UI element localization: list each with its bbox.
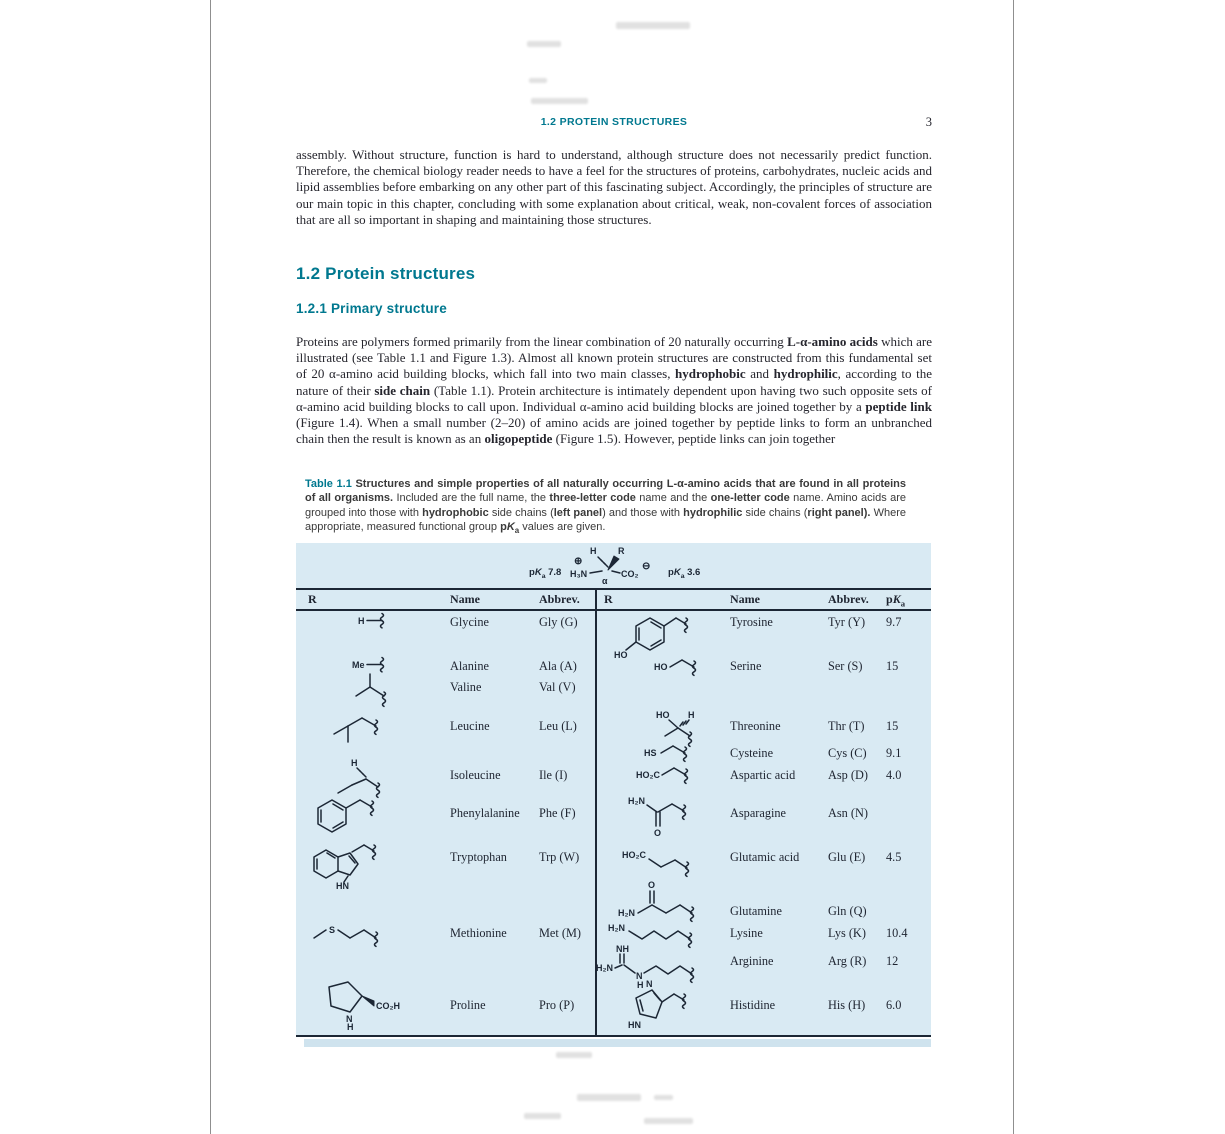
tryptophan-structure <box>302 832 432 896</box>
svg-text:N: N <box>346 1014 353 1024</box>
svg-text:Me: Me <box>352 660 365 670</box>
amino-abbrev: Leu (L) <box>539 719 577 733</box>
paragraph-primary-structure: Proteins are polymers formed primarily from the linear combination of 20 naturally occurring L-α-amino acids which are illustrated (see Table 1.1 and Figure 1.3). Almost all known protein structures are constructed from this fundamental set of 20 α-amino acid building blocks, which fall into two main classes, hydrophobic and hydrophilic, according to the nature of their side chain (Table 1.1). Protein architecture is intimately dependent upon having two such opposite sets of α-amino acid building blocks to call upon. Individual α-amino acid building blocks are joined together by a peptide link (Figure 1.4). When a small number (2–20) of amino acids are joined together by peptide links to form an unbranched chain then the result is known as an oligopeptide (Figure 1.5). However, peptide links can join together <box>296 334 932 447</box>
amino-abbrev: Thr (T) <box>828 719 865 733</box>
amino-abbrev: Asp (D) <box>828 768 868 782</box>
svg-text:HO: HO <box>654 662 668 672</box>
amino-abbrev: Ser (S) <box>828 659 863 673</box>
amino-abbrev: Lys (K) <box>828 926 866 940</box>
amino-name: Glycine <box>450 615 489 629</box>
svg-text:NH: NH <box>616 944 629 954</box>
amino-name: Lysine <box>730 926 763 940</box>
svg-text:HO: HO <box>614 650 628 660</box>
svg-text:O: O <box>654 828 662 838</box>
running-header <box>296 116 932 132</box>
svg-text:H: H <box>358 616 365 626</box>
header-r-left: R <box>308 592 317 606</box>
svg-text:H₂N: H₂N <box>628 796 645 806</box>
asparagine-structure <box>626 790 730 840</box>
amino-name: Threonine <box>730 719 781 733</box>
ghost-text-smudge <box>524 1113 561 1119</box>
proline-structure <box>314 974 434 1030</box>
svg-text:H₂N: H₂N <box>608 923 625 933</box>
ghost-text-smudge <box>529 78 547 83</box>
amino-pka: 6.0 <box>886 998 902 1012</box>
amino-abbrev: Glu (E) <box>828 850 866 864</box>
amino-pka: 15 <box>886 719 899 733</box>
svg-text:HS: HS <box>644 748 657 758</box>
svg-text:H: H <box>637 980 644 990</box>
header-name-right: Name <box>730 592 760 606</box>
amino-name: Aspartic acid <box>730 768 796 782</box>
svg-text:H: H <box>351 758 358 768</box>
amino-name: Glutamic acid <box>730 850 800 864</box>
amino-pka: 12 <box>886 954 899 968</box>
amino-name: Glutamine <box>730 904 782 918</box>
amino-name: Isoleucine <box>450 768 501 782</box>
leucine-structure <box>330 704 410 752</box>
amino-pka: 9.7 <box>886 615 902 629</box>
amino-abbrev: Ala (A) <box>539 659 577 673</box>
amino-name: Serine <box>730 659 762 673</box>
amino-name: Proline <box>450 998 486 1012</box>
svg-text:HO₂C: HO₂C <box>622 850 646 860</box>
svg-text:N: N <box>636 971 643 981</box>
svg-text:CO₂: CO₂ <box>621 569 639 579</box>
amino-name: Valine <box>450 680 482 694</box>
table-bottom-rule <box>296 1035 931 1037</box>
amino-abbrev: Gln (Q) <box>828 904 867 918</box>
table-shadow-strip <box>304 1039 931 1047</box>
svg-text:R: R <box>618 546 625 556</box>
amino-name: Tryptophan <box>450 850 507 864</box>
generic-amino-acid-structure <box>568 544 668 590</box>
amino-name: Phenylalanine <box>450 806 520 820</box>
amino-pka: 4.0 <box>886 768 902 782</box>
page-number: 3 <box>925 115 932 129</box>
running-head-title: 1.2 PROTEIN STRUCTURES <box>540 116 688 128</box>
svg-text:H₃N: H₃N <box>570 569 588 579</box>
amino-pka: 4.5 <box>886 850 902 864</box>
aspartic-acid-structure <box>634 760 730 788</box>
ghost-text-smudge <box>577 1094 641 1101</box>
amino-abbrev: Ile (I) <box>539 768 568 782</box>
amino-abbrev: Gly (G) <box>539 615 578 629</box>
serine-structure <box>652 652 728 680</box>
ghost-text-smudge <box>527 41 561 47</box>
amino-abbrev: Cys (C) <box>828 746 867 760</box>
svg-text:CO₂H: CO₂H <box>376 1001 400 1011</box>
amino-name: Arginine <box>730 954 774 968</box>
histidine-structure <box>626 976 734 1036</box>
amino-name: Leucine <box>450 719 490 733</box>
generic-pka-right-label: $pK_a$ 3.6 <box>668 567 701 580</box>
header-r-right: R <box>604 592 613 606</box>
header-pka: $pK_a$ <box>886 592 906 609</box>
svg-text:H: H <box>590 546 597 556</box>
paragraph-intro: assembly. Without structure, function is hard to understand, although structure does not necessarily predict function. Therefore, the chemical biology reader needs to have a feel for the structures of proteins, carbohydrates, nucleic acids and lipid assemblies before embarking on any other part of this fascinating subject. Accordingly, the principles of structure are our main topic in this chapter, concluding with some explanation about critical, weak, non-covalent forces of association that are all so important in shaping and maintaining those structures. <box>296 147 932 227</box>
amino-name: Cysteine <box>730 746 774 760</box>
amino-name: Asparagine <box>730 806 786 820</box>
header-abbrev-left: Abbrev. <box>539 592 580 606</box>
subsection-heading: 1.2.1 Primary structure <box>296 301 447 316</box>
page-edge-left <box>210 0 211 1134</box>
page-edge-right <box>1013 0 1014 1134</box>
ghost-text-smudge <box>531 98 588 104</box>
svg-text:HO: HO <box>656 710 670 720</box>
header-abbrev-right: Abbrev. <box>828 592 869 606</box>
amino-abbrev: Trp (W) <box>539 850 580 864</box>
svg-text:H: H <box>688 710 695 720</box>
header-name-left: Name <box>450 592 480 606</box>
amino-abbrev: Arg (R) <box>828 954 867 968</box>
generic-pka-left-label: $pK_a$ 7.8 <box>529 567 562 580</box>
svg-text:α: α <box>602 576 608 586</box>
svg-text:N: N <box>646 979 653 989</box>
svg-text:H₂N: H₂N <box>618 908 635 918</box>
svg-text:HN: HN <box>628 1020 641 1030</box>
svg-text:O: O <box>648 880 656 890</box>
ghost-text-smudge <box>556 1052 592 1058</box>
ghost-text-smudge <box>654 1095 673 1100</box>
svg-text:H: H <box>347 1022 354 1032</box>
amino-abbrev: Val (V) <box>539 680 576 694</box>
svg-text:HN: HN <box>336 881 349 891</box>
svg-text:⊖: ⊖ <box>642 561 651 572</box>
svg-text:HO₂C: HO₂C <box>636 770 660 780</box>
svg-text:H₂N: H₂N <box>596 963 613 973</box>
table-caption: Table 1.1 Structures and simple properties of all naturally occurring L-α-amino acids that are found in all proteins of all organisms. Included are the full name, the three-letter code name and the one-letter code name. Amino acids are grouped into those with hydrophobic side chains (left panel) and those with hydrophilic side chains (right panel). Where appropriate, measured functional group $pK_a$ values are given. <box>305 478 906 536</box>
amino-name: Tyrosine <box>730 615 773 629</box>
ghost-text-smudge <box>644 1118 693 1124</box>
amino-abbrev: His (H) <box>828 998 866 1012</box>
amino-abbrev: Asn (N) <box>828 806 868 820</box>
amino-pka: 15 <box>886 659 899 673</box>
svg-text:⊕: ⊕ <box>574 556 583 567</box>
methionine-structure <box>312 916 428 948</box>
amino-name: Methionine <box>450 926 507 940</box>
amino-name: Histidine <box>730 998 776 1012</box>
table-1-1 <box>296 543 931 1037</box>
amino-abbrev: Pro (P) <box>539 998 575 1012</box>
glycine-structure <box>356 611 400 631</box>
section-heading: 1.2 Protein structures <box>296 264 476 283</box>
amino-abbrev: Met (M) <box>539 926 582 940</box>
amino-name: Alanine <box>450 659 489 673</box>
amino-pka: 10.4 <box>886 926 908 940</box>
amino-abbrev: Tyr (Y) <box>828 615 866 629</box>
amino-abbrev: Phe (F) <box>539 806 576 820</box>
amino-pka: 9.1 <box>886 746 902 760</box>
ghost-text-smudge <box>616 22 690 29</box>
svg-text:S: S <box>329 925 336 935</box>
table-top-rule <box>296 588 931 590</box>
